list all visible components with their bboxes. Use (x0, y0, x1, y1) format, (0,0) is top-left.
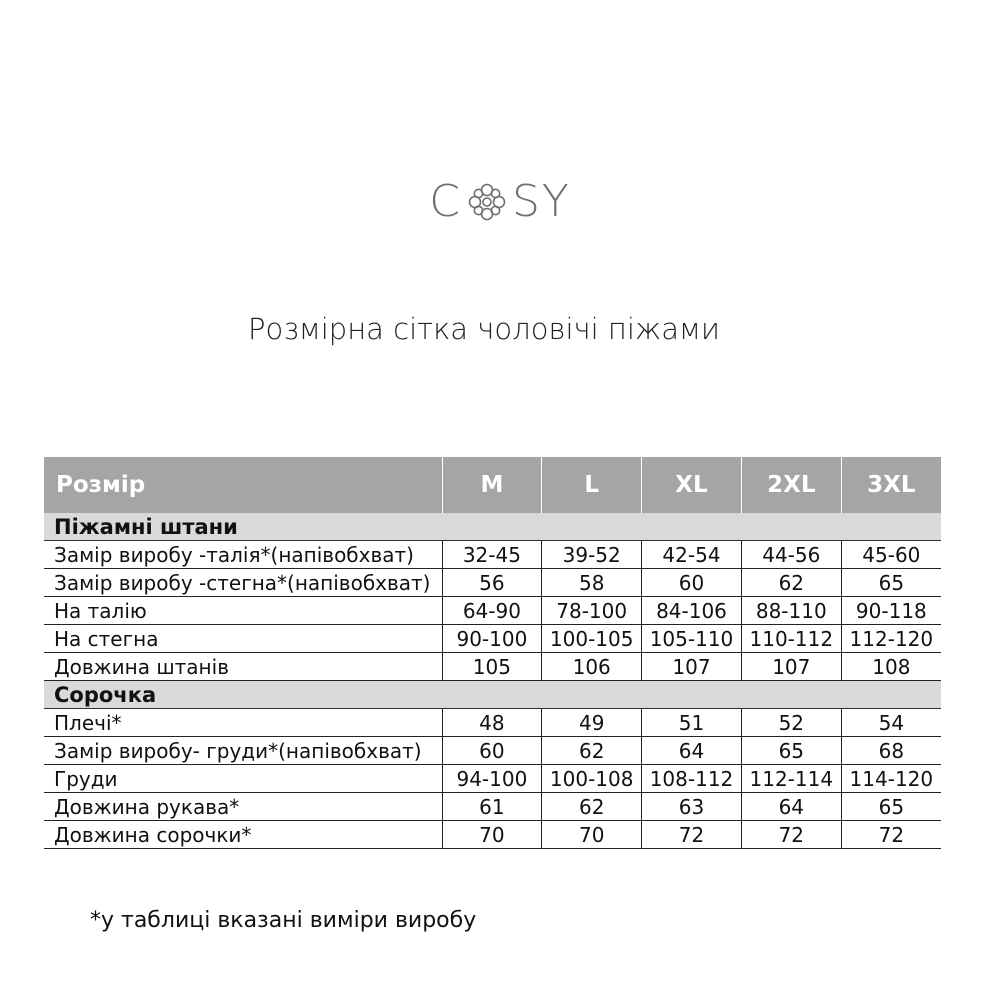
row-label: На стегна (44, 625, 442, 653)
measurement-cell: 100-108 (542, 765, 642, 793)
table-body (44, 513, 941, 849)
measurement-cell: 110-112 (741, 625, 841, 653)
measurement-cell: 112-114 (741, 765, 841, 793)
measurement-cell: 90-100 (442, 625, 542, 653)
section-row (44, 513, 941, 541)
measurement-cell: 64 (642, 737, 742, 765)
measurement-cell: 44-56 (741, 541, 841, 569)
table-row (44, 737, 941, 765)
row-label: Довжина штанів (44, 653, 442, 681)
row-label: Довжина рукава* (44, 793, 442, 821)
table-row (44, 793, 941, 821)
measurement-cell: 84-106 (642, 597, 742, 625)
measurement-cell: 42-54 (642, 541, 742, 569)
size-header-label: Розмір (44, 457, 442, 513)
measurement-cell: 60 (442, 737, 542, 765)
section-title: Піжамні штани (44, 513, 941, 541)
size-header-cell: L (542, 457, 642, 513)
measurement-cell: 78-100 (542, 597, 642, 625)
measurement-cell: 72 (841, 821, 941, 849)
measurement-cell: 65 (841, 569, 941, 597)
measurement-cell: 65 (741, 737, 841, 765)
measurement-cell: 108-112 (642, 765, 742, 793)
measurement-cell: 49 (542, 709, 642, 737)
table-row (44, 709, 941, 737)
measurement-cell: 72 (741, 821, 841, 849)
page-title: Розмірна сітка чоловічі піжами (247, 312, 721, 346)
measurement-cell: 105 (442, 653, 542, 681)
logo-text-right: SY (511, 176, 571, 227)
measurement-cell: 94-100 (442, 765, 542, 793)
measurement-cell: 61 (442, 793, 542, 821)
table-row (44, 625, 941, 653)
measurement-cell: 64 (741, 793, 841, 821)
row-label: На талію (44, 597, 442, 625)
measurement-cell: 72 (642, 821, 742, 849)
measurement-cell: 68 (841, 737, 941, 765)
row-label: Довжина сорочки* (44, 821, 442, 849)
measurement-cell: 45-60 (841, 541, 941, 569)
measurement-cell: 48 (442, 709, 542, 737)
measurement-cell: 65 (841, 793, 941, 821)
table-row (44, 765, 941, 793)
measurement-cell: 60 (642, 569, 742, 597)
row-label: Груди (44, 765, 442, 793)
measurement-cell: 105-110 (642, 625, 742, 653)
measurement-cell: 63 (642, 793, 742, 821)
measurement-cell: 32-45 (442, 541, 542, 569)
measurement-cell: 62 (542, 793, 642, 821)
size-header-cell: M (442, 457, 542, 513)
size-header-cell: 3XL (841, 457, 941, 513)
measurement-cell: 106 (542, 653, 642, 681)
table-row (44, 541, 941, 569)
measurement-cell: 56 (442, 569, 542, 597)
measurement-cell: 54 (841, 709, 941, 737)
knot-ornament-icon (464, 179, 510, 225)
table-row (44, 821, 941, 849)
size-header-cell: XL (642, 457, 742, 513)
measurement-cell: 108 (841, 653, 941, 681)
table-row (44, 569, 941, 597)
measurement-cell: 62 (741, 569, 841, 597)
measurement-cell: 64-90 (442, 597, 542, 625)
size-header-cell: 2XL (741, 457, 841, 513)
measurement-cell: 100-105 (542, 625, 642, 653)
footnote: *у таблиці вказані виміри виробу (90, 908, 477, 933)
table-row (44, 597, 941, 625)
row-label: Замір виробу- груди*(напівобхват) (44, 737, 442, 765)
measurement-cell: 114-120 (841, 765, 941, 793)
measurement-cell: 70 (542, 821, 642, 849)
table-row (44, 653, 941, 681)
section-title: Сорочка (44, 681, 941, 709)
measurement-cell: 90-118 (841, 597, 941, 625)
measurement-cell: 112-120 (841, 625, 941, 653)
section-row (44, 681, 941, 709)
measurement-cell: 107 (642, 653, 742, 681)
row-label: Плечі* (44, 709, 442, 737)
measurement-cell: 39-52 (542, 541, 642, 569)
measurement-cell: 107 (741, 653, 841, 681)
measurement-cell: 52 (741, 709, 841, 737)
row-label: Замір виробу -стегна*(напівобхват) (44, 569, 442, 597)
measurement-cell: 51 (642, 709, 742, 737)
row-label: Замір виробу -талія*(напівобхват) (44, 541, 442, 569)
measurement-cell: 58 (542, 569, 642, 597)
measurement-cell: 62 (542, 737, 642, 765)
size-chart-table (44, 457, 941, 849)
logo-text-left: C (429, 176, 462, 227)
table-header-row (44, 457, 941, 513)
measurement-cell: 70 (442, 821, 542, 849)
measurement-cell: 88-110 (741, 597, 841, 625)
brand-logo (0, 172, 1000, 232)
